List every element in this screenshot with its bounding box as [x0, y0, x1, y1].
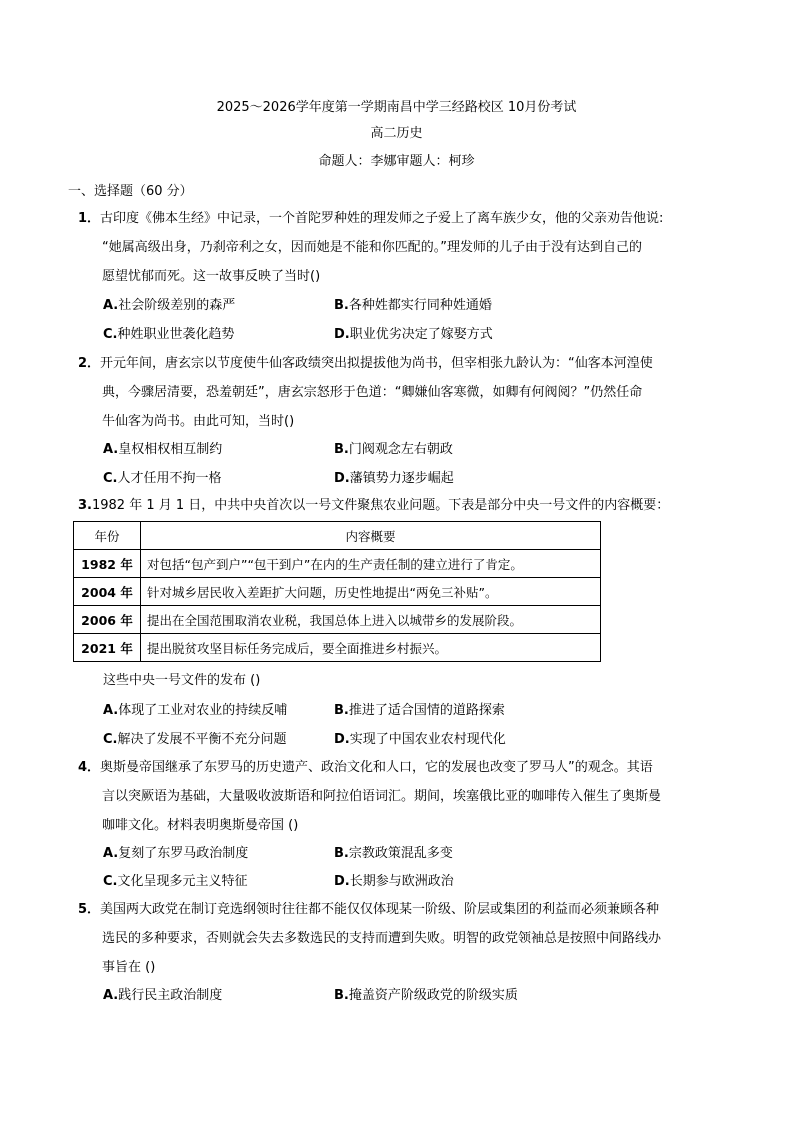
table-cell-content: 提出在全国范围取消农业税，我国总体上进入以城带乡的发展阶段。	[141, 606, 601, 634]
exam-authors: 命题人：李娜审题人：柯珍	[318, 154, 475, 169]
table-header: 内容概要	[141, 522, 601, 550]
content-summary-table	[73, 521, 601, 662]
option-letter: B.	[334, 442, 349, 457]
question-number: 4．	[78, 760, 101, 775]
question-text: 古印度《佛本生经》中记录，一个首陀罗种姓的理发师之子爱上了离车族少女，他的父亲劝告他说:	[100, 211, 664, 226]
table-cell-content: 对包括“包产到户”“包干到户”在内的生产责任制的建立进行了肯定。	[141, 550, 601, 578]
option-text: 掩盖资产阶级政党的阶级实质	[348, 988, 518, 1003]
option-text: 复刻了东罗马政治制度	[118, 846, 249, 861]
option-letter: A.	[103, 703, 119, 718]
option-a[interactable]	[103, 294, 235, 313]
option-letter: A.	[103, 846, 119, 861]
option-text: 解决了发展不平衡不充分问题	[117, 732, 287, 747]
option-letter: B.	[334, 703, 349, 718]
question-4	[78, 753, 718, 840]
table-row	[74, 634, 601, 662]
option-text: 文化呈现多元主义特征	[117, 874, 248, 889]
option-letter: B.	[334, 298, 349, 313]
question-5	[78, 895, 718, 982]
question-text: 愿望忧郁而死。这一故事反映了当时()	[102, 269, 321, 284]
option-text: 推进了适合国情的道路探索	[348, 703, 505, 718]
exam-subject: 高二历史	[370, 126, 423, 141]
question-text: 美国两大政党在制订竞选纲领时往往都不能仅仅体现某一阶级、阶层或集团的利益而必须兼顾各种	[100, 902, 660, 917]
option-b[interactable]	[334, 984, 518, 1003]
option-d[interactable]	[334, 467, 454, 486]
option-letter: C.	[103, 874, 118, 889]
question-2	[78, 349, 718, 436]
question-text: 牛仙客为尚书。由此可知，当时()	[102, 414, 295, 429]
table-cell-year: 2021 年	[74, 634, 141, 662]
section-title: 一、选择题（60 分）	[68, 184, 193, 199]
option-d[interactable]	[334, 323, 493, 342]
option-b[interactable]	[334, 294, 492, 313]
option-text: 职业优劣决定了嫁娶方式	[349, 327, 493, 342]
exam-title: 2025～2026学年度第一学期南昌中学三经路校区 10月份考试	[216, 100, 577, 115]
option-text: 种姓职业世袭化趋势	[117, 327, 235, 342]
table-header-row	[74, 522, 601, 550]
option-c[interactable]	[103, 323, 235, 342]
question-text: 选民的多种要求，否则就会失去多数选民的支持而遭到失败。明智的政党领袖总是按照中间路线办	[102, 931, 662, 946]
option-letter: A.	[103, 442, 119, 457]
option-text: 实现了中国农业农村现代化	[349, 732, 506, 747]
question-text: 事旨在 ()	[102, 960, 156, 975]
option-text: 藩镇势力逐步崛起	[349, 471, 454, 486]
option-text: 各种姓都实行同种姓通婚	[348, 298, 492, 313]
table-cell-year: 1982 年	[74, 550, 141, 578]
option-text: 人才任用不拘一格	[117, 471, 222, 486]
question-text: 奥斯曼帝国继承了东罗马的历史遗产、政治文化和人口，它的发展也改变了罗马人”的观念。其语	[100, 760, 653, 775]
option-letter: C.	[103, 732, 118, 747]
question-number: 2．	[78, 356, 101, 371]
question-1	[78, 204, 718, 291]
option-text: 践行民主政治制度	[118, 988, 223, 1003]
question-number: 5．	[78, 902, 101, 917]
question-text: 言以突厥语为基础，大量吸收波斯语和阿拉伯语词汇。期间，埃塞俄比亚的咖啡传入催生了奥斯曼	[102, 789, 662, 804]
option-letter: B.	[334, 988, 349, 1003]
option-c[interactable]	[103, 467, 222, 486]
table-cell-content: 提出脱贫攻坚目标任务完成后，要全面推进乡村振兴。	[141, 634, 601, 662]
option-letter: C.	[103, 327, 118, 342]
option-a[interactable]	[103, 842, 248, 861]
question-text: 开元年间，唐玄宗以节度使牛仙客政绩突出拟提拔他为尚书，但宰相张九龄认为：“仙客本河湟使	[100, 356, 653, 371]
table-cell-year: 2004 年	[74, 578, 141, 606]
table-row	[74, 606, 601, 634]
option-text: 体现了工业对农业的持续反哺	[118, 703, 288, 718]
question-text: “她属高级出身，乃刹帝利之女，因而她是不能和你匹配的。”理发师的儿子由于没有达到自己的	[102, 240, 642, 255]
option-letter: A.	[103, 298, 119, 313]
question-number: 1．	[78, 211, 101, 226]
table-row	[74, 578, 601, 606]
table-header: 年份	[74, 522, 141, 550]
option-d[interactable]	[334, 870, 454, 889]
option-letter: B.	[334, 846, 349, 861]
option-letter: A.	[103, 988, 119, 1003]
option-text: 宗教政策混乱多变	[348, 846, 453, 861]
question-text: 咖啡文化。材料表明奥斯曼帝国 ()	[102, 818, 299, 833]
option-c[interactable]	[103, 728, 287, 747]
option-letter: D.	[334, 471, 350, 486]
option-a[interactable]	[103, 984, 222, 1003]
table-cell-content: 针对城乡居民收入差距扩大问题，历史性地提出“两免三补贴”。	[141, 578, 601, 606]
question-text: 1982 年 1 月 1 日，中共中央首次以一号文件聚焦农业问题。下表是部分中央一号文件的内容概要：	[91, 498, 670, 513]
option-text: 门阀观念左右朝政	[348, 442, 453, 457]
option-letter: D.	[334, 327, 350, 342]
option-a[interactable]	[103, 438, 222, 457]
option-a[interactable]	[103, 699, 287, 718]
option-d[interactable]	[334, 728, 506, 747]
question-number: 3.	[78, 498, 92, 513]
option-text: 长期参与欧洲政治	[349, 874, 454, 889]
option-letter: C.	[103, 471, 118, 486]
option-text: 皇权相权相互制约	[118, 442, 223, 457]
question-text: 典，今骤居清要，恐羞朝廷”，唐玄宗怒形于色道：“卿嫌仙客寒微，如卿有何阀阅？”仍然任命	[102, 385, 643, 400]
option-b[interactable]	[334, 842, 453, 861]
option-letter: D.	[334, 874, 350, 889]
option-text: 社会阶级差别的森严	[118, 298, 236, 313]
option-b[interactable]	[334, 699, 505, 718]
option-letter: D.	[334, 732, 350, 747]
question-text: 这些中央一号文件的发布 ()	[103, 673, 261, 688]
table-row	[74, 550, 601, 578]
question-3	[78, 491, 718, 520]
option-c[interactable]	[103, 870, 248, 889]
table-cell-year: 2006 年	[74, 606, 141, 634]
option-b[interactable]	[334, 438, 453, 457]
